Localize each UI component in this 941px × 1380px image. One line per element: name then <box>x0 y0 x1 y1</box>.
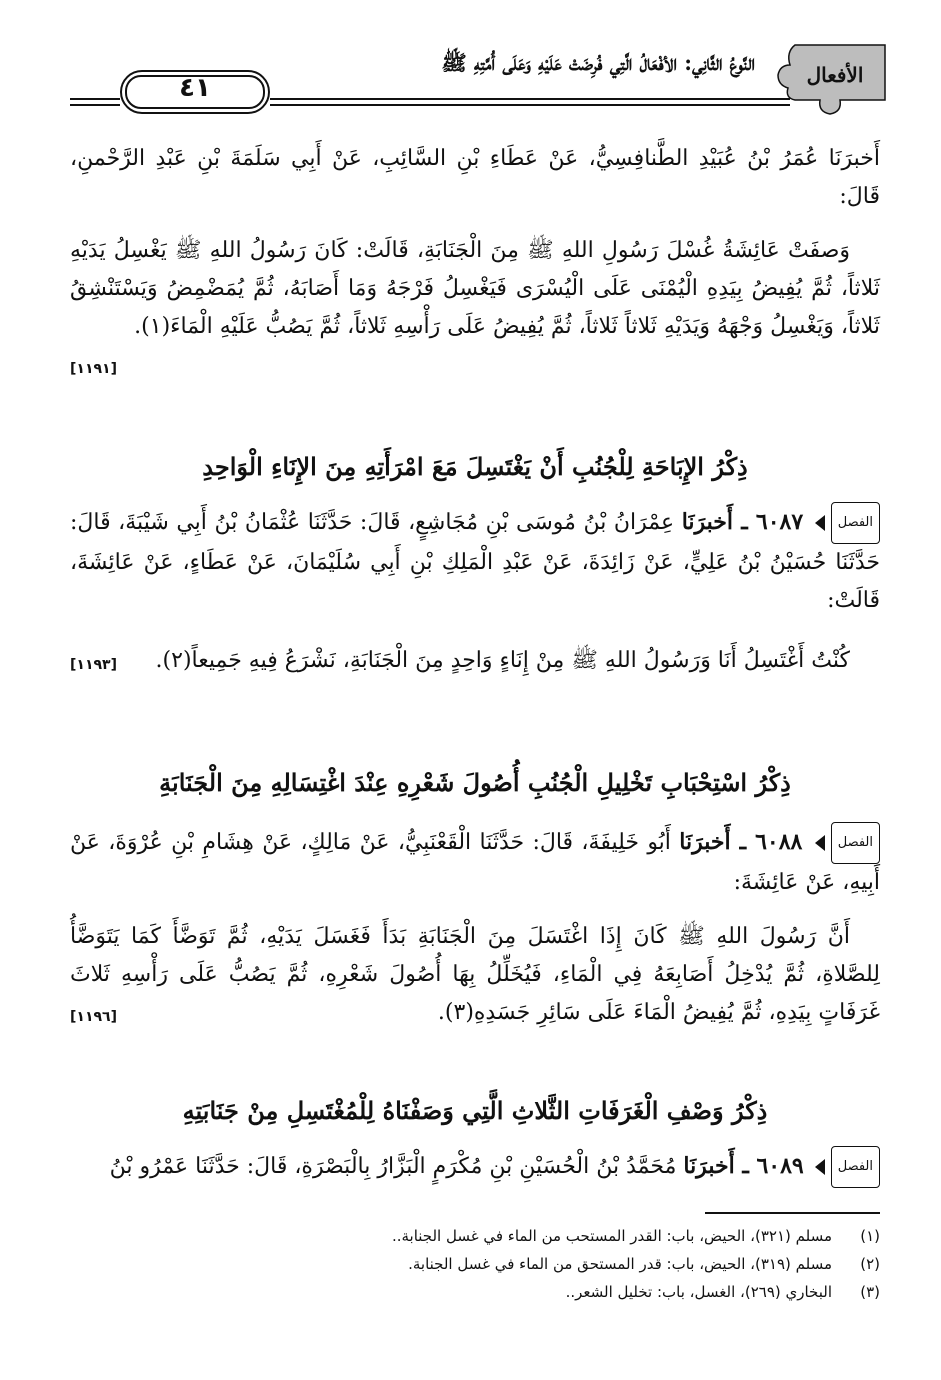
header-rule <box>270 104 790 106</box>
matn-paragraph <box>70 642 880 684</box>
running-title: النَّوعُ الثَّانِي: الأفْعَالُ الَّتِي فُرِضَتْ عَلَيْهِ وَعَلَى أُمَّتِهِ ﷺ <box>441 50 755 75</box>
footnote-number: (١) <box>860 1227 880 1245</box>
fasl-badge: الفصل <box>831 502 880 544</box>
hadith-number: ٦٠٨٩ ـ أَخبرَنَا <box>683 1153 804 1179</box>
isnad-text: أَبُو خَلِيفَةَ، قَالَ: حَدَّثَنَا الْقَعْنَبِيُّ، عَنْ مَالِكٍ، عَنْ هِشَامِ بْنِ عُرْوَةَ، عَنْ أَبِيهِ، عَنْ عَائِشَةَ: <box>70 830 880 895</box>
footnote <box>300 1278 880 1306</box>
footnote-number: (٣) <box>860 1283 880 1301</box>
chapter-heading: ذِكْرُ وَصْفِ الْغَرَفَاتِ الثَّلاثِ الَّتِي وَصَفْنَاهُ لِلْمُغْتَسِلِ مِنْ جَنَابَتِهِ <box>182 1096 768 1125</box>
badge-arrow-icon <box>815 1159 825 1175</box>
matn-text: كُنْتُ أَغْتَسِلُ أَنَا وَرَسُولُ اللهِ ﷺ مِنْ إِنَاءٍ وَاحِدٍ مِنَ الْجَنَابَةِ، نَشْرَعُ فِيهِ جَمِيعاً(٢). <box>155 648 850 673</box>
isnad-paragraph <box>70 822 880 902</box>
footnote <box>300 1222 880 1250</box>
page-number: ٤١ <box>179 73 211 103</box>
footnote <box>300 1250 880 1278</box>
fasl-badge: الفصل <box>831 822 880 864</box>
matn-paragraph <box>70 232 880 388</box>
footnote-number: (٢) <box>860 1255 880 1273</box>
fasl-badge: الفصل <box>831 1146 880 1188</box>
badge-arrow-icon <box>815 515 825 531</box>
hadith-number: ٦٠٨٧ ـ أَخبرَنَا <box>681 509 804 535</box>
footnote-rule <box>705 1212 880 1214</box>
chapter-heading: ذِكْرُ اسْتِحْبَابِ تَخْلِيلِ الْجُنُبِ أُصُولَ شَعْرِهِ عِنْدَ اغْتِسَالِهِ مِنَ الْجَنَابَةِ <box>159 768 791 797</box>
isnad-paragraph: أَخبرَنَا عُمَرُ بْنُ عُبَيْدِ الطَّنافِسِيُّ، عَنْ عَطَاءِ بْنِ السَّائِبِ، عَنْ أَبِي سَلَمَةَ بْنِ عَبْدِ الرَّحْمنِ، قَالَ: <box>70 146 880 209</box>
matn-text: وَصفَتْ عَائِشَةُ غُسْلَ رَسُولِ اللهِ ﷺ مِنَ الْجَنَابَةِ، قَالَتْ: كَانَ رَسُولُ اللهِ ﷺ يَغْسِلُ يَدَيْهِ ثَلاثاً، ثُمَّ يُفِيضُ بِيَدِهِ الْيُمْنَى عَلَى الْيُسْرَى فَيَغْسِلُ فَرْجَهُ وَمَا أَصَابَهُ، ثُمَّ يُمَضْمِضُ وَيَسْتَنْشِقُ ثَلاثاً، وَيَغْسِلُ وَجْهَهُ وَيَدَيْهِ ثَلاثاً ثَلاثاً، ثُمَّ يُفِيضُ عَلَى رَأْسِهِ ثَلاثاً، ثُمَّ يَصُبُّ عَلَيْهِ الْمَاءَ(١). <box>70 238 880 339</box>
isnad-paragraph <box>70 1146 880 1188</box>
section-tab-label: الأفعال <box>806 63 864 87</box>
isnad-text: عِمْرَانُ بْنُ مُوسَى بْنِ مُجَاشِعٍ، قَالَ: حَدَّثَنَا عُثْمَانُ بْنُ أَبِي شَيْبَةَ، قَالَ: حَدَّثَنَا حُسَيْنُ بْنُ عَلِيٍّ، عَنْ زَائِدَةَ، عَنْ عَبْدِ الْمَلِكِ بْنِ أَبِي سُلَيْمَانَ، عَنْ عَطَاءٍ، عَنْ عَائِشَةَ، قَالَتْ: <box>70 510 880 613</box>
footnote-text: مسلم (٣١٩)، الحيض، باب: قدر المستحق من الماء في غسل الجنابة. <box>408 1255 832 1273</box>
isnad-text: مُحَمَّدُ بْنُ الْحُسَيْنِ بْنِ مُكْرَمٍ الْبَزَّارُ بِالْبَصْرَةِ، قَالَ: حَدَّثَنَا عَمْرُو بْنُ <box>109 1154 677 1179</box>
header-rule <box>70 104 120 106</box>
matn-text: أَنَّ رَسُولَ اللهِ ﷺ كَانَ إِذَا اغْتَسَلَ مِنَ الْجَنَابَةِ بَدَأَ فَغَسَلَ يَدَيْهِ، ثُمَّ تَوَضَّأَ كَمَا يَتَوَضَّأُ لِلصَّلاةِ، ثُمَّ يُدْخِلُ أَصَابِعَهُ فِي الْمَاءِ، فَيُخَلِّلُ بِهَا أُصُولَ شَعْرِهِ، ثُمَّ يَصُبُّ عَلَى رَأْسِهِ ثَلاثَ غَرَفَاتٍ بِيَدِهِ، ثُمَّ يُفِيضُ الْمَاءَ عَلَى سَائِرِ جَسَدِهِ(٣). <box>70 924 880 1025</box>
hadith-number: ٦٠٨٨ ـ أَخبرَنَا <box>679 829 803 855</box>
header-rule <box>70 98 120 100</box>
badge-arrow-icon <box>815 835 825 851</box>
chapter-heading: ذِكْرُ الإِبَاحَةِ لِلْجُنُبِ أَنْ يَغْتَسِلَ مَعَ امْرَأَتِهِ مِنَ الإِنَاءِ الْوَاحِدِ <box>202 452 748 481</box>
matn-paragraph <box>70 918 880 1036</box>
header-rule <box>270 98 790 100</box>
page-header <box>70 40 890 120</box>
hadith-reference: [١١٩٣] <box>70 657 117 673</box>
footnote-text: مسلم (٣٢١)، الحيض، باب: القدر المستحب من الماء في غسل الجنابة.. <box>391 1227 832 1245</box>
footnote-text: البخاري (٢٦٩)، الغسل، باب: تخليل الشعر.. <box>565 1283 832 1301</box>
hadith-reference: [١١٩١] <box>70 361 117 377</box>
footnotes <box>300 1222 880 1306</box>
section-tab-puzzle-icon <box>770 40 890 120</box>
isnad-paragraph <box>70 502 880 620</box>
page-number-frame <box>120 70 270 114</box>
hadith-reference: [١١٩٦] <box>70 1009 117 1025</box>
